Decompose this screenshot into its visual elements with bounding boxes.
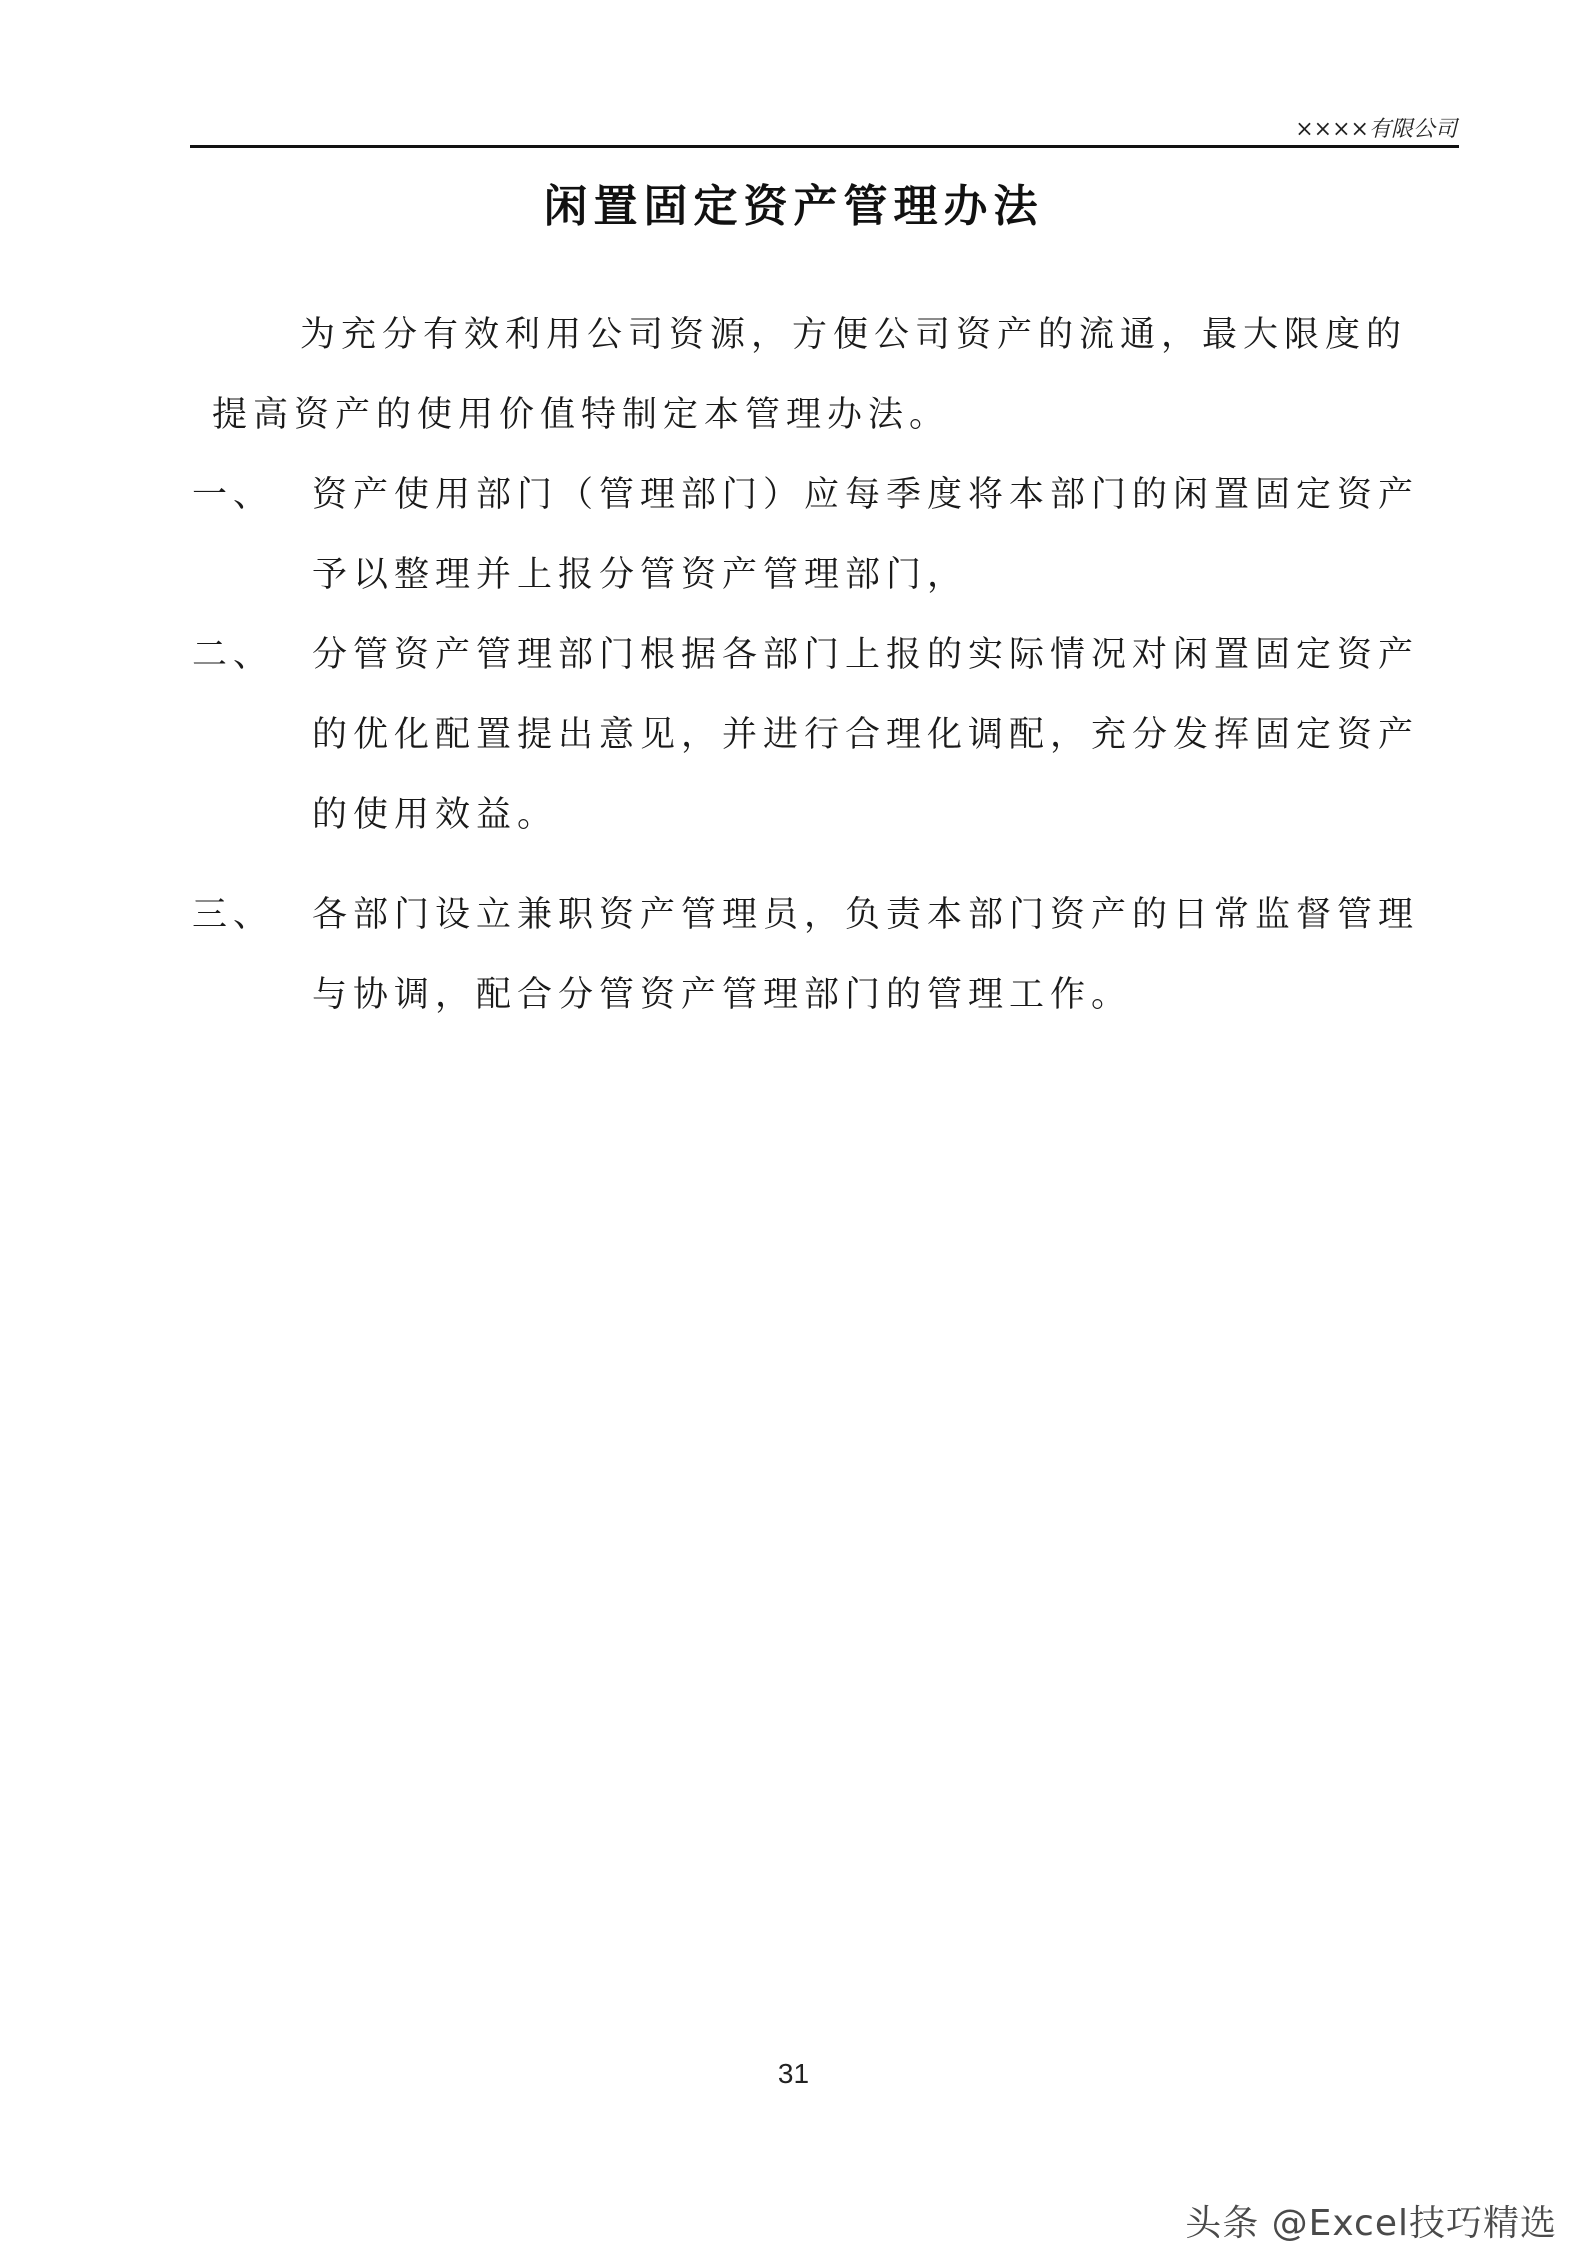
item-2-line-3: 的使用效益。 xyxy=(312,795,559,835)
header-divider xyxy=(190,145,1459,148)
page-number: 31 xyxy=(777,2058,810,2089)
item-1-line-2: 予以整理并上报分管资产管理部门， xyxy=(312,555,969,595)
item-2-number: 二、 xyxy=(192,635,275,675)
item-3-line-2: 与协调，配合分管资产管理部门的管理工作。 xyxy=(312,975,1133,1015)
item-2-line-1: 分管资产管理部门根据各部门上报的实际情况对闲置固定资产 xyxy=(312,635,1420,675)
item-1-number: 一、 xyxy=(192,475,275,515)
watermark-text: 头条 @Excel技巧精选 xyxy=(1185,2203,1557,2244)
header-company-name: ××××有限公司 xyxy=(1295,117,1457,142)
intro-line-2: 提高资产的使用价值特制定本管理办法。 xyxy=(212,395,951,435)
item-3-line-1: 各部门设立兼职资产管理员，负责本部门资产的日常监督管理 xyxy=(312,895,1420,935)
item-3-number: 三、 xyxy=(192,895,275,935)
document-title: 闲置固定资产管理办法 xyxy=(543,181,1044,232)
item-2-line-2: 的优化配置提出意见，并进行合理化调配，充分发挥固定资产 xyxy=(312,715,1420,755)
intro-line-1: 为充分有效利用公司资源，方便公司资产的流通，最大限度的 xyxy=(300,315,1408,355)
item-1-line-1: 资产使用部门（管理部门）应每季度将本部门的闲置固定资产 xyxy=(312,475,1420,515)
